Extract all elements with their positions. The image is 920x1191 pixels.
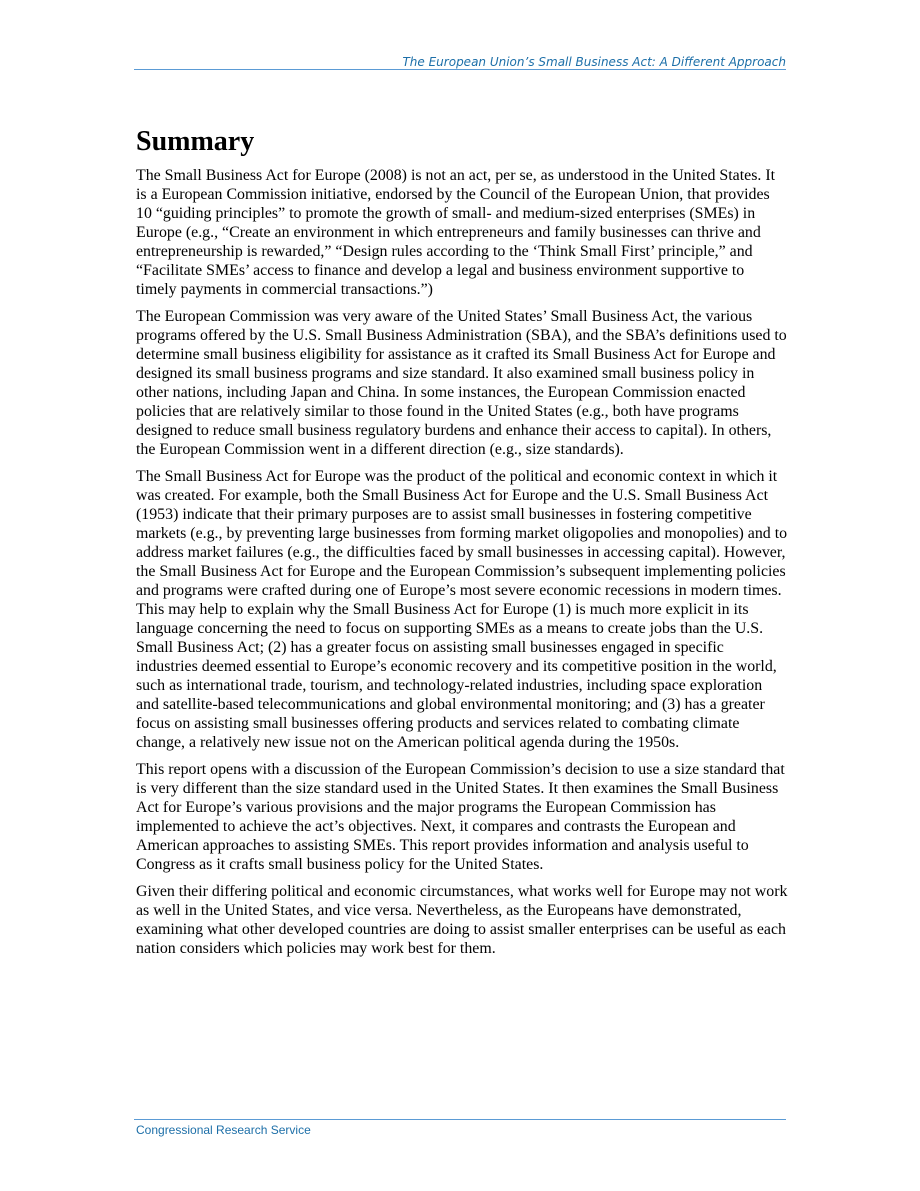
paragraph-1: The Small Business Act for Europe (2008) is not an act, per se, as understood in the United States. It is a European Commission initiative, endorsed by the Council of the European Union, that provides 10 “guiding principles” to promote the growth of small- and medium-sized enterprises (SMEs) in Europe (e.g., “Create an environment in which entrepreneurs and family businesses can thrive and entrepreneurship is rewarded,” “Design rules according to the ‘Think Small First’ principle,” and “Facilitate SMEs’ access to finance and develop a legal and business environment supportive to timely payments in commercial transactions.”)	[136, 167, 776, 298]
header-divider	[134, 69, 786, 70]
paragraph-4: This report opens with a discussion of the European Commission’s decision to use a size standard that is very different than the size standard used in the United States. It then examines the Small Business Act for Europe’s various provisions and the major programs the European Commission has implemented to achieve the act’s objectives. Next, it compares and contrasts the European and American approaches to assisting SMEs. This report provides information and analysis useful to Congress as it crafts small business policy for the United States.	[136, 761, 785, 873]
summary-section	[136, 124, 788, 966]
footer-divider	[134, 1119, 786, 1120]
paragraph-2: The European Commission was very aware of the United States’ Small Business Act, the various programs offered by the U.S. Small Business Administration (SBA), and the SBA’s definitions used to determine small business eligibility for assistance as it crafted its Small Business Act for Europe and designed its small business programs and size standard. It also examined small business policy in other nations, including Japan and China. In some instances, the European Commission enacted policies that are relatively similar to those found in the United States (e.g., both have programs designed to reduce small business regulatory burdens and enhance their access to capital). In others, the European Commission went in a different direction (e.g., size standards).	[136, 308, 787, 458]
footer-publisher: Congressional Research Service	[136, 1123, 311, 1137]
section-heading: Summary	[136, 126, 255, 157]
paragraph-5: Given their differing political and economic circumstances, what works well for Europe may not work as well in the United States, and vice versa. Nevertheless, as the Europeans have demonstrated, examining what other developed countries are doing to assist smaller enterprises can be useful as each nation considers which policies may work best for them.	[136, 883, 788, 957]
paragraph-3: The Small Business Act for Europe was the product of the political and economic context in which it was created. For example, both the Small Business Act for Europe and the U.S. Small Business Act (1953) indicate that their primary purposes are to assist small businesses in fostering competitive markets (e.g., by preventing large businesses from forming market oligopolies and monopolies) and to address market failures (e.g., the difficulties faced by small businesses in accessing capital). However, the Small Business Act for Europe and the European Commission’s subsequent implementing policies and programs were crafted during one of Europe’s most severe economic recessions in modern times. This may help to explain why the Small Business Act for Europe (1) is much more explicit in its language concerning the need to focus on supporting SMEs as a means to create jobs than the U.S. Small Business Act; (2) has a greater focus on assisting small businesses engaged in specific industries deemed essential to Europe’s economic recovery and its competitive position in the world, such as international trade, tourism, and technology-related industries, including space exploration and satellite-based telecommunications and global environmental monitoring; and (3) has a greater focus on assisting small businesses offering products and services related to combating climate change, a relatively new issue not on the American political agenda during the 1950s.	[136, 468, 788, 751]
running-header-title: The European Union’s Small Business Act: A Different Approach	[402, 55, 786, 69]
